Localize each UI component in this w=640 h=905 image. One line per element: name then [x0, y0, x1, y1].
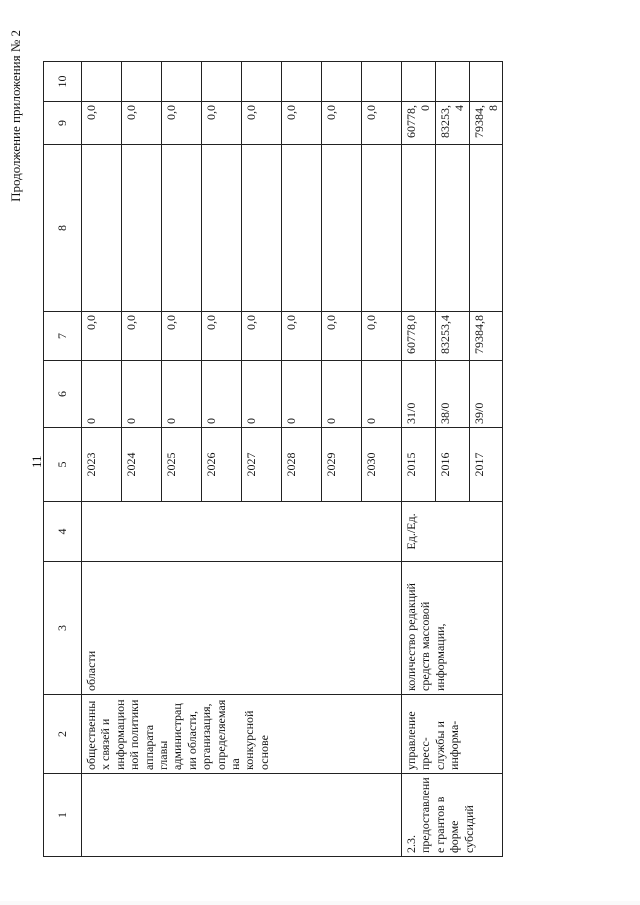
header-row	[44, 62, 82, 857]
empty-cell	[202, 145, 242, 312]
amount-cell: 60778,0	[402, 102, 436, 145]
amount-cell: 0,0	[162, 102, 202, 145]
amount-cell: 60778,0	[402, 312, 436, 361]
empty-cell	[202, 62, 242, 102]
amount-cell: 0,0	[202, 312, 242, 361]
description-cell-3: количество редакций средств массовой информации,	[402, 562, 503, 695]
year-cell: 2025	[162, 428, 202, 502]
amount-cell: 79384,8	[469, 102, 503, 145]
table-row	[402, 62, 436, 857]
amount-cell: 0,0	[82, 102, 122, 145]
empty-cell	[469, 145, 503, 312]
amount-cell: 0,0	[282, 312, 322, 361]
empty-cell	[82, 145, 122, 312]
empty-cell	[402, 62, 436, 102]
scan-edge	[0, 901, 640, 905]
value-cell: 0	[282, 361, 322, 428]
amount-cell: 79384,8	[469, 312, 503, 361]
header-cell: 10	[44, 62, 82, 102]
empty-cell	[122, 145, 162, 312]
empty-cell	[282, 62, 322, 102]
header-cell: 1	[44, 774, 82, 857]
value-cell: 39/0	[469, 361, 503, 428]
empty-cell	[242, 145, 282, 312]
year-cell: 2026	[202, 428, 242, 502]
value-cell: 0	[362, 361, 402, 428]
empty-cell	[82, 62, 122, 102]
amount-cell: 0,0	[282, 102, 322, 145]
header-cell: 4	[44, 502, 82, 562]
amount-cell: 0,0	[322, 102, 362, 145]
amount-cell: 0,0	[242, 312, 282, 361]
program-table	[43, 61, 503, 857]
year-cell: 2030	[362, 428, 402, 502]
empty-cell	[469, 62, 503, 102]
description-cell-1	[82, 774, 402, 857]
empty-cell	[282, 145, 322, 312]
year-cell: 2023	[82, 428, 122, 502]
empty-cell	[242, 62, 282, 102]
empty-cell	[402, 145, 436, 312]
header-cell: 2	[44, 695, 82, 774]
value-cell: 0	[162, 361, 202, 428]
empty-cell	[435, 145, 469, 312]
year-cell: 2015	[402, 428, 436, 502]
empty-cell	[122, 62, 162, 102]
amount-cell: 83253,4	[435, 102, 469, 145]
header-cell: 8	[44, 145, 82, 312]
amount-cell: 0,0	[202, 102, 242, 145]
empty-cell	[435, 62, 469, 102]
amount-cell: 0,0	[242, 102, 282, 145]
description-cell-4: Ед./Ед.	[402, 502, 503, 562]
description-cell-2: общественных связей и информационной политики аппарата главы администрации области, организация, определяемая на конкурсной основе	[82, 695, 402, 774]
value-cell: 31/0	[402, 361, 436, 428]
description-cell-1: 2.3. предоставление грантов в форме субсидий	[402, 774, 503, 857]
value-cell: 0	[322, 361, 362, 428]
header-cell: 5	[44, 428, 82, 502]
value-cell: 0	[202, 361, 242, 428]
amount-cell: 0,0	[322, 312, 362, 361]
header-cell: 9	[44, 102, 82, 145]
value-cell: 38/0	[435, 361, 469, 428]
description-cell-2: управление пресс-службы и информа-	[402, 695, 503, 774]
empty-cell	[322, 62, 362, 102]
year-cell: 2024	[122, 428, 162, 502]
year-cell: 2017	[469, 428, 503, 502]
empty-cell	[162, 62, 202, 102]
description-cell-3: области	[82, 562, 402, 695]
description-cell-4	[82, 502, 402, 562]
value-cell: 0	[122, 361, 162, 428]
empty-cell	[362, 145, 402, 312]
amount-cell: 0,0	[82, 312, 122, 361]
amount-cell: 83253,4	[435, 312, 469, 361]
year-cell: 2028	[282, 428, 322, 502]
header-cell: 3	[44, 562, 82, 695]
empty-cell	[162, 145, 202, 312]
amount-cell: 0,0	[362, 102, 402, 145]
page-number: 11	[29, 455, 44, 468]
amount-cell: 0,0	[362, 312, 402, 361]
table-row	[82, 62, 122, 857]
year-cell: 2029	[322, 428, 362, 502]
value-cell: 0	[242, 361, 282, 428]
amount-cell: 0,0	[122, 312, 162, 361]
amount-cell: 0,0	[122, 102, 162, 145]
amount-cell: 0,0	[162, 312, 202, 361]
header-cell: 7	[44, 312, 82, 361]
year-cell: 2027	[242, 428, 282, 502]
year-cell: 2016	[435, 428, 469, 502]
annex-label: Продолжение приложения № 2	[8, 30, 23, 202]
empty-cell	[322, 145, 362, 312]
empty-cell	[362, 62, 402, 102]
header-cell: 6	[44, 361, 82, 428]
value-cell: 0	[82, 361, 122, 428]
